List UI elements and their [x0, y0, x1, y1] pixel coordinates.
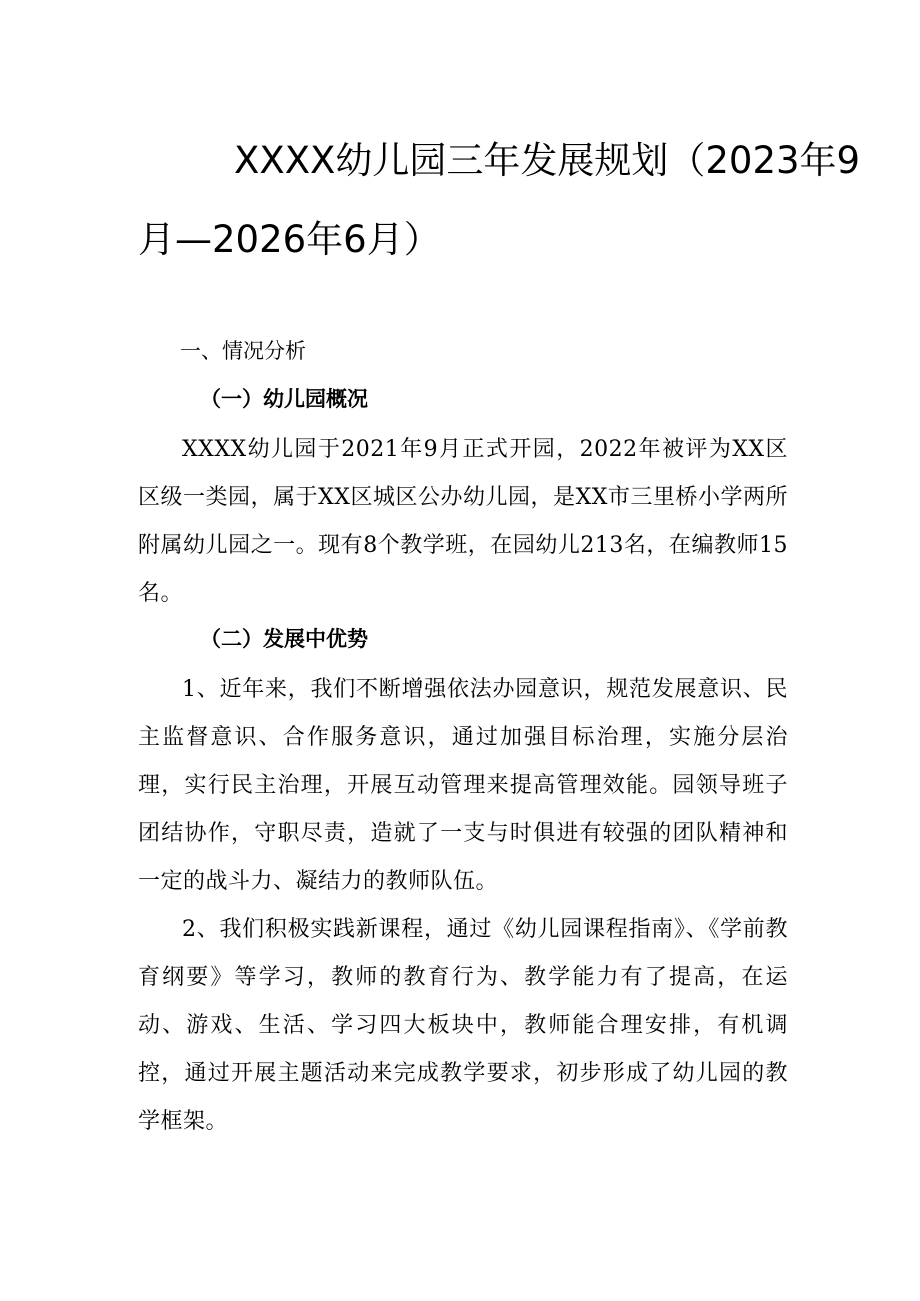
advantages-paragraph-1: 1、近年来，我们不断增强依法办园意识，规范发展意识、民主监督意识、合作服务意识，通过加强目标治理，实施分层治理，实行民主治理，开展互动管理来提高管理效能。园领导班子团结协作，守职尽责，造就了一支与时俱进有较强的团队精神和一定的战斗力、凝结力的教师队伍。: [138, 677, 788, 894]
subsection-heading-advantages: （二）发展中优势: [200, 627, 368, 651]
advantages-paragraph-2: 2、我们积极实践新课程，通过《幼儿园课程指南》、《学前教育纲要》等学习，教师的教育行为、教学能力有了提高，在运动、游戏、生活、学习四大板块中，教师能合理安排，有机调控，通过开展主题活动来完成教学要求，初步形成了幼儿园的教学框架。: [138, 917, 788, 1134]
subsection-heading-overview: （一）幼儿园概况: [200, 387, 368, 411]
document-title-line-1: XXXX幼儿园三年发展规划（2023年9: [234, 139, 861, 182]
overview-paragraph: XXXX幼儿园于2021年9月正式开园，2022年被评为XX区区级一类园，属于XX区城区公办幼儿园，是XX市三里桥小学两所附属幼儿园之一。现有8个教学班，在园幼儿213名，在编教师15名。: [138, 437, 788, 606]
section-heading-situation-analysis: 一、情况分析: [180, 339, 306, 363]
document-title-line-2: 月—2026年6月）: [138, 218, 441, 261]
